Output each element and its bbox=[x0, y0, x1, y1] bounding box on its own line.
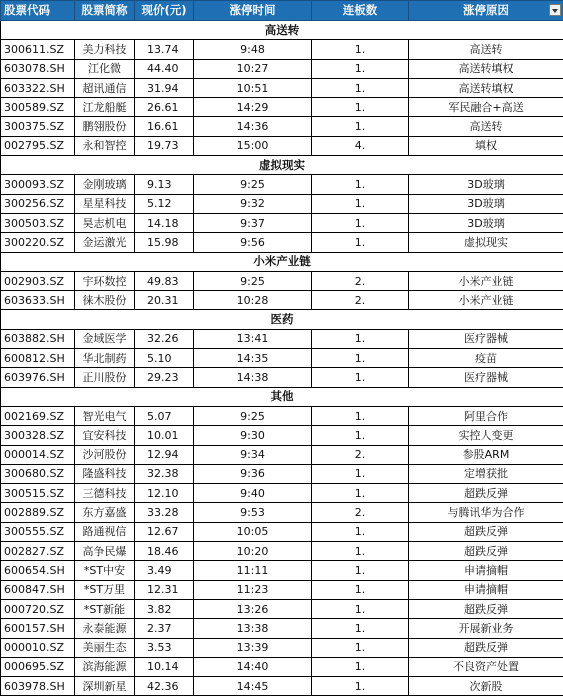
cell-reason: 疫苗 bbox=[409, 349, 563, 368]
cell-name: 永和智控 bbox=[75, 136, 135, 155]
cell-price: 10.01 bbox=[135, 426, 194, 445]
cell-time: 9:53 bbox=[194, 503, 312, 522]
cell-reason: 实控人变更 bbox=[409, 426, 563, 445]
cell-name: *ST万里 bbox=[75, 580, 135, 599]
header-time: 涨停时间 bbox=[194, 1, 312, 21]
table-row bbox=[1, 117, 563, 136]
cell-days: 1. bbox=[312, 406, 409, 425]
cell-name: 昊志机电 bbox=[75, 213, 135, 232]
cell-days: 2. bbox=[312, 291, 409, 310]
cell-days: 1. bbox=[312, 213, 409, 232]
cell-reason: 与腾讯华为合作 bbox=[409, 503, 563, 522]
cell-reason: 3D玻璃 bbox=[409, 175, 563, 194]
cell-price: 12.31 bbox=[135, 580, 194, 599]
cell-price: 3.53 bbox=[135, 638, 194, 657]
cell-name: 深圳新星 bbox=[75, 677, 135, 696]
cell-price: 31.94 bbox=[135, 78, 194, 97]
table-row bbox=[1, 194, 563, 213]
cell-days: 1. bbox=[312, 580, 409, 599]
table-row bbox=[1, 503, 563, 522]
cell-name: 星星科技 bbox=[75, 194, 135, 213]
cell-code: 603976.SH bbox=[1, 368, 75, 387]
table-row bbox=[1, 213, 563, 232]
cell-reason: 医疗器械 bbox=[409, 368, 563, 387]
cell-time: 9:56 bbox=[194, 233, 312, 252]
cell-days: 1. bbox=[312, 638, 409, 657]
section-header-row bbox=[1, 21, 563, 40]
cell-name: 宜安科技 bbox=[75, 426, 135, 445]
section-header-row bbox=[1, 156, 563, 175]
cell-days: 1. bbox=[312, 561, 409, 580]
cell-name: 徕木股份 bbox=[75, 291, 135, 310]
cell-reason: 阿里合作 bbox=[409, 406, 563, 425]
cell-name: 滨海能源 bbox=[75, 657, 135, 676]
section-title: 小米产业链 bbox=[1, 252, 563, 271]
cell-name: 宇环数控 bbox=[75, 271, 135, 290]
cell-price: 44.40 bbox=[135, 59, 194, 78]
section-header-row bbox=[1, 310, 563, 329]
cell-reason: 次新股 bbox=[409, 677, 563, 696]
cell-code: 300555.SZ bbox=[1, 522, 75, 541]
cell-name: 鹏翎股份 bbox=[75, 117, 135, 136]
cell-code: 002827.SZ bbox=[1, 542, 75, 561]
cell-reason: 开展新业务 bbox=[409, 619, 563, 638]
cell-price: 33.28 bbox=[135, 503, 194, 522]
cell-days: 1. bbox=[312, 522, 409, 541]
cell-days: 1. bbox=[312, 657, 409, 676]
cell-time: 9:34 bbox=[194, 445, 312, 464]
cell-name: 江化微 bbox=[75, 59, 135, 78]
cell-reason: 超跌反弹 bbox=[409, 599, 563, 618]
table-row bbox=[1, 561, 563, 580]
cell-code: 000720.SZ bbox=[1, 599, 75, 618]
table-row bbox=[1, 291, 563, 310]
table-row bbox=[1, 484, 563, 503]
cell-name: 三德科技 bbox=[75, 484, 135, 503]
cell-code: 600654.SH bbox=[1, 561, 75, 580]
section-header-row bbox=[1, 387, 563, 406]
cell-time: 14:36 bbox=[194, 117, 312, 136]
cell-days: 2. bbox=[312, 271, 409, 290]
table-row bbox=[1, 580, 563, 599]
cell-days: 1. bbox=[312, 117, 409, 136]
cell-days: 1. bbox=[312, 59, 409, 78]
cell-code: 002903.SZ bbox=[1, 271, 75, 290]
header-days: 连板数 bbox=[312, 1, 409, 21]
cell-price: 29.23 bbox=[135, 368, 194, 387]
cell-price: 12.10 bbox=[135, 484, 194, 503]
table-row bbox=[1, 677, 563, 696]
table-row bbox=[1, 464, 563, 483]
table-row bbox=[1, 445, 563, 464]
table-row bbox=[1, 271, 563, 290]
cell-days: 1. bbox=[312, 599, 409, 618]
header-price: 现价(元) bbox=[135, 1, 194, 21]
cell-time: 11:11 bbox=[194, 561, 312, 580]
header-code: 股票代码 bbox=[1, 1, 75, 21]
cell-days: 1. bbox=[312, 464, 409, 483]
cell-time: 10:20 bbox=[194, 542, 312, 561]
cell-time: 9:40 bbox=[194, 484, 312, 503]
section-title: 医药 bbox=[1, 310, 563, 329]
cell-name: 路通视信 bbox=[75, 522, 135, 541]
cell-time: 14:38 bbox=[194, 368, 312, 387]
table-row bbox=[1, 329, 563, 348]
cell-time: 11:23 bbox=[194, 580, 312, 599]
cell-reason: 军民融合+高送 bbox=[409, 98, 563, 117]
cell-price: 20.31 bbox=[135, 291, 194, 310]
section-title: 其他 bbox=[1, 387, 563, 406]
cell-name: 金刚玻璃 bbox=[75, 175, 135, 194]
cell-time: 14:40 bbox=[194, 657, 312, 676]
cell-reason: 申请摘帽 bbox=[409, 561, 563, 580]
header-reason bbox=[409, 1, 563, 21]
cell-code: 300093.SZ bbox=[1, 175, 75, 194]
cell-time: 9:32 bbox=[194, 194, 312, 213]
cell-code: 000014.SZ bbox=[1, 445, 75, 464]
cell-name: 永泰能源 bbox=[75, 619, 135, 638]
cell-reason: 定增获批 bbox=[409, 464, 563, 483]
cell-price: 2.37 bbox=[135, 619, 194, 638]
table-row bbox=[1, 619, 563, 638]
cell-days: 1. bbox=[312, 329, 409, 348]
cell-reason: 不良资产处置 bbox=[409, 657, 563, 676]
table-row bbox=[1, 368, 563, 387]
table-row bbox=[1, 175, 563, 194]
table-row bbox=[1, 349, 563, 368]
cell-time: 9:48 bbox=[194, 40, 312, 59]
cell-days: 1. bbox=[312, 677, 409, 696]
table-row bbox=[1, 426, 563, 445]
cell-days: 1. bbox=[312, 368, 409, 387]
cell-price: 18.46 bbox=[135, 542, 194, 561]
cell-time: 14:45 bbox=[194, 677, 312, 696]
cell-time: 9:37 bbox=[194, 213, 312, 232]
cell-time: 13:41 bbox=[194, 329, 312, 348]
cell-code: 002795.SZ bbox=[1, 136, 75, 155]
cell-code: 002169.SZ bbox=[1, 406, 75, 425]
cell-days: 1. bbox=[312, 40, 409, 59]
cell-price: 9.13 bbox=[135, 175, 194, 194]
cell-code: 600812.SH bbox=[1, 349, 75, 368]
cell-time: 9:36 bbox=[194, 464, 312, 483]
section-header-row bbox=[1, 252, 563, 271]
cell-reason: 超跌反弹 bbox=[409, 522, 563, 541]
cell-price: 12.67 bbox=[135, 522, 194, 541]
filter-dropdown-icon[interactable] bbox=[549, 4, 561, 16]
cell-days: 1. bbox=[312, 78, 409, 97]
cell-reason: 高送转 bbox=[409, 40, 563, 59]
cell-time: 13:38 bbox=[194, 619, 312, 638]
cell-code: 603882.SH bbox=[1, 329, 75, 348]
cell-name: 智光电气 bbox=[75, 406, 135, 425]
cell-code: 603633.SH bbox=[1, 291, 75, 310]
cell-reason: 超跌反弹 bbox=[409, 542, 563, 561]
cell-price: 10.14 bbox=[135, 657, 194, 676]
cell-name: 金运激光 bbox=[75, 233, 135, 252]
cell-code: 603978.SH bbox=[1, 677, 75, 696]
cell-code: 600847.SH bbox=[1, 580, 75, 599]
cell-code: 300256.SZ bbox=[1, 194, 75, 213]
cell-reason: 小米产业链 bbox=[409, 291, 563, 310]
cell-name: 华北制药 bbox=[75, 349, 135, 368]
cell-name: 正川股份 bbox=[75, 368, 135, 387]
cell-name: 超讯通信 bbox=[75, 78, 135, 97]
cell-days: 1. bbox=[312, 349, 409, 368]
table-row bbox=[1, 638, 563, 657]
cell-price: 26.61 bbox=[135, 98, 194, 117]
cell-code: 300589.SZ bbox=[1, 98, 75, 117]
table-row bbox=[1, 40, 563, 59]
cell-price: 5.10 bbox=[135, 349, 194, 368]
cell-code: 300680.SZ bbox=[1, 464, 75, 483]
cell-name: *ST中安 bbox=[75, 561, 135, 580]
cell-reason: 超跌反弹 bbox=[409, 638, 563, 657]
cell-code: 000695.SZ bbox=[1, 657, 75, 676]
table-body bbox=[1, 21, 563, 696]
cell-code: 002889.SZ bbox=[1, 503, 75, 522]
table-row bbox=[1, 657, 563, 676]
section-title: 虚拟现实 bbox=[1, 156, 563, 175]
header-reason-label: 涨停原因 bbox=[463, 3, 509, 17]
cell-price: 5.12 bbox=[135, 194, 194, 213]
cell-name: 东方嘉盛 bbox=[75, 503, 135, 522]
cell-price: 32.26 bbox=[135, 329, 194, 348]
table-row bbox=[1, 599, 563, 618]
cell-code: 603078.SH bbox=[1, 59, 75, 78]
cell-price: 16.61 bbox=[135, 117, 194, 136]
cell-days: 1. bbox=[312, 484, 409, 503]
table-row bbox=[1, 78, 563, 97]
cell-reason: 参股ARM bbox=[409, 445, 563, 464]
cell-time: 9:25 bbox=[194, 406, 312, 425]
cell-days: 4. bbox=[312, 136, 409, 155]
cell-time: 9:30 bbox=[194, 426, 312, 445]
cell-name: 江龙船艇 bbox=[75, 98, 135, 117]
section-title: 高送转 bbox=[1, 21, 563, 40]
cell-code: 300503.SZ bbox=[1, 213, 75, 232]
cell-name: 美力科技 bbox=[75, 40, 135, 59]
cell-reason: 填权 bbox=[409, 136, 563, 155]
cell-time: 9:25 bbox=[194, 271, 312, 290]
table-row bbox=[1, 59, 563, 78]
cell-code: 300515.SZ bbox=[1, 484, 75, 503]
cell-price: 32.38 bbox=[135, 464, 194, 483]
cell-days: 1. bbox=[312, 98, 409, 117]
cell-time: 9:25 bbox=[194, 175, 312, 194]
cell-reason: 高送转 bbox=[409, 117, 563, 136]
cell-reason: 3D玻璃 bbox=[409, 213, 563, 232]
cell-reason: 超跌反弹 bbox=[409, 484, 563, 503]
cell-reason: 医疗器械 bbox=[409, 329, 563, 348]
cell-days: 2. bbox=[312, 445, 409, 464]
cell-name: 高争民爆 bbox=[75, 542, 135, 561]
cell-price: 13.74 bbox=[135, 40, 194, 59]
cell-name: 金域医学 bbox=[75, 329, 135, 348]
cell-name: 沙河股份 bbox=[75, 445, 135, 464]
cell-code: 300611.SZ bbox=[1, 40, 75, 59]
cell-time: 13:26 bbox=[194, 599, 312, 618]
cell-days: 1. bbox=[312, 233, 409, 252]
cell-time: 10:28 bbox=[194, 291, 312, 310]
cell-price: 19.73 bbox=[135, 136, 194, 155]
cell-days: 1. bbox=[312, 619, 409, 638]
cell-days: 1. bbox=[312, 194, 409, 213]
table-row bbox=[1, 98, 563, 117]
cell-time: 10:05 bbox=[194, 522, 312, 541]
cell-time: 14:29 bbox=[194, 98, 312, 117]
cell-price: 15.98 bbox=[135, 233, 194, 252]
cell-reason: 3D玻璃 bbox=[409, 194, 563, 213]
cell-code: 000010.SZ bbox=[1, 638, 75, 657]
cell-days: 2. bbox=[312, 503, 409, 522]
cell-time: 13:39 bbox=[194, 638, 312, 657]
cell-name: 美丽生态 bbox=[75, 638, 135, 657]
cell-time: 10:27 bbox=[194, 59, 312, 78]
cell-reason: 虚拟现实 bbox=[409, 233, 563, 252]
cell-code: 300220.SZ bbox=[1, 233, 75, 252]
cell-days: 1. bbox=[312, 426, 409, 445]
table-row bbox=[1, 406, 563, 425]
cell-price: 14.18 bbox=[135, 213, 194, 232]
table-row bbox=[1, 522, 563, 541]
cell-name: *ST新能 bbox=[75, 599, 135, 618]
cell-reason: 高送转填权 bbox=[409, 59, 563, 78]
cell-time: 14:35 bbox=[194, 349, 312, 368]
cell-price: 3.82 bbox=[135, 599, 194, 618]
cell-name: 隆盛科技 bbox=[75, 464, 135, 483]
cell-days: 1. bbox=[312, 175, 409, 194]
cell-price: 12.94 bbox=[135, 445, 194, 464]
cell-reason: 申请摘帽 bbox=[409, 580, 563, 599]
table-row bbox=[1, 542, 563, 561]
cell-price: 49.83 bbox=[135, 271, 194, 290]
cell-code: 300328.SZ bbox=[1, 426, 75, 445]
header-name: 股票简称 bbox=[75, 1, 135, 21]
cell-reason: 高送转填权 bbox=[409, 78, 563, 97]
cell-days: 1. bbox=[312, 542, 409, 561]
cell-code: 300375.SZ bbox=[1, 117, 75, 136]
cell-reason: 小米产业链 bbox=[409, 271, 563, 290]
cell-price: 3.49 bbox=[135, 561, 194, 580]
cell-time: 10:51 bbox=[194, 78, 312, 97]
table-row bbox=[1, 233, 563, 252]
cell-time: 15:00 bbox=[194, 136, 312, 155]
cell-code: 603322.SH bbox=[1, 78, 75, 97]
header-row bbox=[1, 1, 563, 21]
cell-price: 42.36 bbox=[135, 677, 194, 696]
cell-price: 5.07 bbox=[135, 406, 194, 425]
table-row bbox=[1, 136, 563, 155]
cell-code: 600157.SH bbox=[1, 619, 75, 638]
